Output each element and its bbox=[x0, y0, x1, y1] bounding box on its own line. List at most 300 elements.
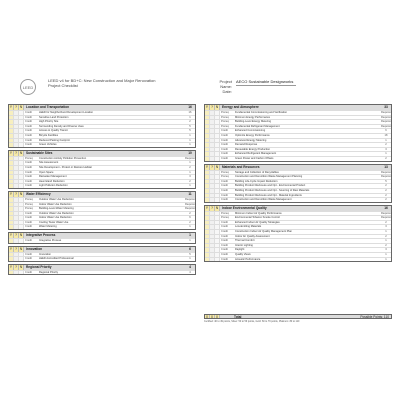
credit-code: Credit bbox=[221, 138, 228, 142]
category-title: Indoor Environmental Quality bbox=[220, 206, 381, 211]
date-label: Date: bbox=[222, 89, 232, 94]
ynq-header bbox=[9, 233, 24, 238]
credit-points: Required bbox=[381, 111, 392, 114]
credit-points: 1 bbox=[189, 184, 191, 188]
credit-code: Credit bbox=[25, 270, 32, 274]
credit-row bbox=[205, 124, 391, 129]
credit-name: Construction and Demolition Waste Management Planning bbox=[235, 175, 303, 179]
ynq-cells[interactable] bbox=[9, 175, 24, 179]
ynq-cells[interactable] bbox=[205, 139, 220, 143]
ynq-cells[interactable] bbox=[9, 116, 24, 120]
category-header bbox=[9, 247, 195, 252]
ynq-label: N bbox=[19, 264, 23, 269]
ynq-cells[interactable] bbox=[205, 171, 220, 175]
credit-name: Building Product Disclosure and Opt - Sourcing of Raw Materials bbox=[235, 188, 310, 192]
credit-name: Indoor Water Use Reduction bbox=[39, 216, 72, 220]
credit-points: 3 bbox=[385, 147, 387, 151]
credit-points: 2 bbox=[189, 165, 191, 169]
category-title: Innovation bbox=[24, 247, 185, 252]
ynq-label: ? bbox=[14, 233, 19, 238]
ynq-label: Y bbox=[9, 246, 13, 251]
ynq-cells[interactable] bbox=[9, 225, 24, 229]
credit-points: 1 bbox=[385, 253, 387, 257]
credit-points: Required bbox=[185, 207, 196, 211]
credit-code: Credit bbox=[25, 133, 32, 137]
credit-name: High Priority Site bbox=[39, 120, 59, 124]
credit-name: Sensitive Land Protection bbox=[39, 115, 69, 119]
ynq-cells[interactable] bbox=[205, 225, 220, 229]
credit-code: Prereq bbox=[25, 197, 33, 201]
credit-code: Credit bbox=[25, 120, 32, 124]
ynq-label: ? bbox=[14, 192, 19, 197]
credit-code: Credit bbox=[25, 143, 32, 147]
ynq-cells[interactable] bbox=[205, 216, 220, 220]
ynq-label: N bbox=[215, 164, 219, 169]
ynq-cells[interactable] bbox=[9, 129, 24, 133]
ynq-header bbox=[9, 247, 24, 252]
credit-code: Credit bbox=[221, 188, 228, 192]
credit-code: Prereq bbox=[25, 156, 33, 160]
credit-row bbox=[205, 215, 391, 220]
credit-name: Innovation bbox=[39, 252, 51, 256]
total-ynq bbox=[205, 315, 220, 318]
category-points: 4 bbox=[185, 265, 195, 270]
ynq-header bbox=[9, 265, 24, 270]
credit-points: Required bbox=[381, 120, 392, 124]
credit-code: Credit bbox=[221, 198, 228, 202]
ynq-cells[interactable] bbox=[9, 134, 24, 138]
ynq-cells[interactable] bbox=[9, 203, 24, 207]
ynq-cells[interactable] bbox=[9, 166, 24, 170]
credit-name: Storage and Collection of Recyclables bbox=[235, 170, 279, 174]
ynq-label: Y bbox=[205, 205, 209, 210]
ynq-cells[interactable] bbox=[9, 216, 24, 220]
credit-name: Cooling Tower Water Use bbox=[39, 220, 69, 224]
credit-points: Required bbox=[381, 170, 392, 174]
total-y: 0 bbox=[205, 315, 210, 318]
credit-row bbox=[205, 211, 391, 216]
credit-row bbox=[205, 188, 391, 193]
category-title: Location and Transportation bbox=[24, 105, 185, 110]
credit-points: 1 bbox=[189, 161, 191, 165]
ynq-cells[interactable] bbox=[205, 194, 220, 198]
credit-points: 5 bbox=[189, 129, 191, 133]
category-panel bbox=[204, 205, 392, 263]
project-name-value: AECO Sustainable Designworks bbox=[236, 79, 294, 84]
ynq-cells[interactable] bbox=[9, 239, 24, 243]
credit-row bbox=[205, 229, 391, 234]
ynq-cells[interactable] bbox=[9, 207, 24, 211]
credit-row bbox=[205, 238, 391, 243]
credit-row bbox=[9, 110, 195, 115]
credit-code: Credit bbox=[221, 152, 228, 156]
credit-points: 1 bbox=[385, 257, 387, 261]
credit-code: Credit bbox=[221, 179, 228, 183]
category-panel bbox=[8, 246, 196, 262]
ynq-cells[interactable] bbox=[205, 116, 220, 120]
credit-row bbox=[9, 115, 195, 120]
ynq-cells[interactable] bbox=[205, 253, 220, 257]
ynq-cells[interactable] bbox=[205, 248, 220, 252]
ynq-label: Y bbox=[205, 105, 209, 109]
category-header bbox=[9, 151, 195, 156]
credit-code: Prereq bbox=[221, 175, 229, 179]
credit-code: Credit bbox=[25, 252, 32, 256]
credit-row bbox=[9, 156, 195, 161]
ynq-cells[interactable] bbox=[205, 125, 220, 129]
credit-name: Construction and Demolition Waste Management bbox=[235, 198, 292, 202]
ynq-cells[interactable] bbox=[9, 271, 24, 275]
credit-points: 6 bbox=[385, 129, 387, 133]
ynq-label: Y bbox=[9, 150, 13, 155]
ynq-label: Y bbox=[9, 191, 13, 196]
credit-code: Credit bbox=[25, 115, 32, 119]
credit-row bbox=[9, 160, 195, 165]
ynq-label: N bbox=[19, 233, 23, 238]
credit-row bbox=[9, 124, 195, 129]
credit-points: 2 bbox=[385, 156, 387, 160]
ynq-label: ? bbox=[14, 105, 19, 110]
credit-name: Surrounding Density and Diverse Uses bbox=[39, 124, 84, 128]
category-header bbox=[9, 265, 195, 270]
credit-code: Credit bbox=[25, 161, 32, 165]
credit-points: 2 bbox=[385, 143, 387, 147]
ynq-label: N bbox=[215, 105, 219, 109]
credit-row bbox=[9, 211, 195, 216]
credit-row bbox=[9, 133, 195, 138]
credit-code: Credit bbox=[25, 216, 32, 220]
credit-points: 2 bbox=[385, 188, 387, 192]
ynq-cells[interactable] bbox=[205, 221, 220, 225]
project-name-underline bbox=[236, 85, 296, 86]
credit-points: 1 bbox=[189, 257, 191, 261]
category-header bbox=[205, 165, 391, 170]
credit-row bbox=[205, 252, 391, 257]
credit-points: 16 bbox=[188, 111, 192, 114]
credit-points: 1 bbox=[189, 115, 191, 119]
ynq-label: ? bbox=[14, 247, 19, 252]
ynq-label: N bbox=[19, 246, 23, 251]
credit-name: LEED Accredited Professional bbox=[39, 257, 74, 261]
ynq-label: Y bbox=[9, 233, 13, 238]
possible-points-value: 110 bbox=[383, 315, 389, 319]
ynq-cells[interactable] bbox=[205, 120, 220, 124]
checklist-title bbox=[48, 78, 156, 88]
ynq-cells[interactable] bbox=[205, 239, 220, 243]
credit-name: Low-Emitting Materials bbox=[235, 225, 262, 229]
credit-row bbox=[9, 165, 195, 170]
credit-points: Required bbox=[381, 115, 392, 119]
credit-code: Credit bbox=[25, 257, 32, 261]
credit-code: Credit bbox=[25, 220, 32, 224]
credit-points: 1 bbox=[385, 152, 387, 156]
ynq-cells[interactable] bbox=[205, 235, 220, 239]
credit-row bbox=[9, 197, 195, 202]
category-panel bbox=[8, 191, 196, 230]
credit-name: Outdoor Water Use Reduction bbox=[39, 197, 74, 201]
credit-points: 1 bbox=[385, 138, 387, 142]
credit-code: Credit bbox=[25, 129, 32, 133]
credit-row bbox=[205, 197, 391, 202]
ynq-header bbox=[205, 105, 220, 110]
ynq-label: N bbox=[19, 150, 23, 155]
ynq-cells[interactable] bbox=[205, 198, 220, 202]
credit-name: Outdoor Water Use Reduction bbox=[39, 211, 74, 215]
ynq-cells[interactable] bbox=[9, 253, 24, 257]
credit-row bbox=[9, 215, 195, 220]
ynq-cells[interactable] bbox=[205, 111, 220, 115]
credit-points: 2 bbox=[385, 234, 387, 238]
total-q: 0 bbox=[210, 315, 215, 318]
credit-points: 1 bbox=[189, 170, 191, 174]
ynq-cells[interactable] bbox=[205, 230, 220, 234]
credit-name: Thermal Comfort bbox=[235, 239, 255, 243]
credit-points: 5 bbox=[189, 124, 191, 128]
credit-points: 4 bbox=[189, 270, 191, 274]
ynq-cells[interactable] bbox=[205, 129, 220, 133]
ynq-cells[interactable] bbox=[205, 244, 220, 248]
credit-row bbox=[205, 133, 391, 138]
credit-name: Acoustic Performance bbox=[235, 257, 261, 261]
credit-row bbox=[205, 224, 391, 229]
ynq-cells[interactable] bbox=[9, 120, 24, 124]
ynq-cells[interactable] bbox=[205, 189, 220, 193]
total-n: 0 bbox=[215, 315, 220, 318]
credit-name: Open Space bbox=[39, 170, 54, 174]
credit-row bbox=[205, 142, 391, 147]
credit-row bbox=[205, 183, 391, 188]
leed-logo: LEED bbox=[20, 79, 36, 95]
credit-row bbox=[9, 224, 195, 229]
category-points: 6 bbox=[185, 247, 195, 252]
ynq-header bbox=[205, 206, 220, 211]
project-name-label: Project Name: bbox=[219, 79, 232, 89]
credit-code: Credit bbox=[25, 184, 32, 188]
credit-name: Interior Lighting bbox=[235, 243, 253, 247]
ynq-cells[interactable] bbox=[205, 184, 220, 188]
credit-name: Environmental Tobacco Smoke Control bbox=[235, 216, 280, 220]
credit-name: Optimize Energy Performance bbox=[235, 133, 270, 137]
ynq-header bbox=[205, 165, 220, 170]
credit-code: Credit bbox=[221, 184, 228, 188]
ynq-label: N bbox=[19, 191, 23, 196]
credit-row bbox=[205, 174, 391, 179]
ynq-cells[interactable] bbox=[9, 143, 24, 147]
credit-points: 2 bbox=[385, 193, 387, 197]
credit-row bbox=[205, 170, 391, 175]
credit-name: Reduced Parking Footprint bbox=[39, 138, 70, 142]
left-column bbox=[8, 104, 196, 277]
credit-row bbox=[205, 257, 391, 262]
credit-name: Bicycle Facilities bbox=[39, 133, 59, 137]
credit-row bbox=[9, 142, 195, 147]
possible-points-label: Possible Points: bbox=[360, 315, 384, 319]
ynq-cells[interactable] bbox=[205, 134, 220, 138]
credit-name: Advanced Energy Metering bbox=[235, 138, 267, 142]
credit-code: Credit bbox=[221, 257, 228, 261]
credit-code: Credit bbox=[25, 111, 32, 114]
credit-code: Credit bbox=[25, 138, 32, 142]
ynq-cells[interactable] bbox=[9, 111, 24, 115]
credit-row bbox=[205, 128, 391, 133]
credit-row bbox=[205, 151, 391, 156]
credit-row bbox=[205, 179, 391, 184]
ynq-cells[interactable] bbox=[205, 180, 220, 184]
credit-name: Fundamental Refrigerant Management bbox=[235, 124, 280, 128]
credit-points: 2 bbox=[385, 220, 387, 224]
credit-name: Indoor Water Use Reduction bbox=[39, 202, 72, 206]
category-points: 1 bbox=[185, 233, 195, 238]
credit-points: 6 bbox=[189, 216, 191, 220]
category-header bbox=[205, 206, 391, 211]
ynq-header bbox=[9, 151, 24, 156]
credit-points: Required bbox=[185, 202, 196, 206]
ynq-cells[interactable] bbox=[9, 125, 24, 129]
title-line-2: Project Checklist bbox=[48, 83, 78, 88]
credit-name: Daylight bbox=[235, 248, 245, 252]
credit-row bbox=[205, 234, 391, 239]
credit-name: Light Pollution Reduction bbox=[39, 184, 68, 188]
credit-code: Credit bbox=[25, 179, 32, 183]
ynq-cells[interactable] bbox=[9, 139, 24, 143]
credit-code: Prereq bbox=[221, 115, 229, 119]
credit-row bbox=[205, 220, 391, 225]
ynq-label: ? bbox=[210, 105, 215, 110]
credit-name: Indoor Air Quality Assessment bbox=[235, 234, 270, 238]
credit-code: Credit bbox=[25, 225, 32, 229]
category-header bbox=[205, 105, 391, 110]
credit-name: Site Development - Protect or Restore Habitat bbox=[39, 165, 92, 169]
category-points: 10 bbox=[185, 151, 195, 156]
credit-code: Credit bbox=[25, 165, 32, 169]
category-header bbox=[9, 192, 195, 197]
credit-points: 1 bbox=[189, 239, 191, 243]
ynq-cells[interactable] bbox=[205, 143, 220, 147]
credit-row bbox=[9, 270, 195, 275]
ynq-cells[interactable] bbox=[9, 198, 24, 202]
category-panel bbox=[8, 264, 196, 276]
credit-points: 2 bbox=[385, 198, 387, 202]
category-points: 13 bbox=[381, 165, 391, 170]
certification-thresholds: Certified: 40 to 49 points, Silver: 50 to 59 points, Gold: 60 to 79 points, Platinum: 80 to 110 bbox=[204, 320, 300, 323]
credit-code: Credit bbox=[25, 175, 32, 179]
total-row bbox=[204, 314, 392, 319]
credit-code: Credit bbox=[221, 129, 228, 133]
ynq-cells[interactable] bbox=[9, 257, 24, 261]
project-labels bbox=[208, 79, 232, 94]
category-points: 16 bbox=[381, 206, 391, 211]
ynq-cells[interactable] bbox=[205, 152, 220, 156]
category-header bbox=[9, 233, 195, 238]
credit-points: 18 bbox=[384, 133, 388, 137]
ynq-cells[interactable] bbox=[9, 212, 24, 216]
ynq-header bbox=[9, 192, 24, 197]
credit-points: 1 bbox=[189, 143, 191, 147]
credit-points: 1 bbox=[189, 138, 191, 142]
credit-row bbox=[205, 110, 391, 115]
checklist-header bbox=[8, 76, 392, 100]
ynq-cells[interactable] bbox=[205, 148, 220, 152]
credit-points: 2 bbox=[189, 211, 191, 215]
credit-row bbox=[9, 220, 195, 225]
ynq-label: Y bbox=[9, 264, 13, 269]
credit-name: Green Vehicles bbox=[39, 143, 57, 147]
category-points: 33 bbox=[381, 105, 391, 110]
ynq-label: ? bbox=[14, 151, 19, 156]
credit-row bbox=[9, 238, 195, 243]
category-points: 16 bbox=[185, 105, 195, 110]
ynq-cells[interactable] bbox=[9, 221, 24, 225]
ynq-cells[interactable] bbox=[9, 180, 24, 184]
credit-code: Prereq bbox=[221, 216, 229, 220]
ynq-cells[interactable] bbox=[9, 184, 24, 188]
category-title: Regional Priority bbox=[24, 265, 185, 270]
credit-row bbox=[9, 128, 195, 133]
category-panel bbox=[8, 150, 196, 189]
credit-code: Credit bbox=[221, 193, 228, 197]
credit-name: Rainwater Management bbox=[39, 175, 67, 179]
credit-row bbox=[205, 147, 391, 152]
credit-points: 5 bbox=[189, 252, 191, 256]
credit-name: Building Product Disclosure and Opt - Material Ingredients bbox=[235, 193, 302, 197]
credit-row bbox=[9, 119, 195, 124]
category-title: Materials and Resources bbox=[220, 165, 381, 170]
category-panel bbox=[204, 104, 392, 162]
credit-code: Prereq bbox=[25, 202, 33, 206]
credit-name: LEED for Neighborhood Development Location bbox=[39, 111, 94, 114]
credit-name: Building Life-Cycle Impact Reduction bbox=[235, 179, 278, 183]
ynq-cells[interactable] bbox=[205, 175, 220, 179]
credit-points: Required bbox=[381, 124, 392, 128]
ynq-cells[interactable] bbox=[205, 212, 220, 216]
credit-name: Heat Island Reduction bbox=[39, 179, 65, 183]
credit-name: Demand Response bbox=[235, 143, 258, 147]
credit-row bbox=[9, 252, 195, 257]
credit-points: Required bbox=[381, 211, 392, 215]
ynq-cells[interactable] bbox=[9, 157, 24, 161]
credit-points: 2 bbox=[189, 179, 191, 183]
credit-points: 3 bbox=[189, 175, 191, 179]
credit-name: Minimum Indoor Air Quality Performance bbox=[235, 211, 282, 215]
ynq-label: N bbox=[215, 205, 219, 210]
credit-name: Construction Indoor Air Quality Management Plan bbox=[235, 230, 292, 234]
credit-points: 1 bbox=[189, 133, 191, 137]
ynq-cells[interactable] bbox=[9, 171, 24, 175]
credit-points: 1 bbox=[189, 225, 191, 229]
credit-row bbox=[205, 247, 391, 252]
credit-points: 2 bbox=[189, 220, 191, 224]
credit-code: Credit bbox=[25, 239, 32, 243]
ynq-cells[interactable] bbox=[9, 161, 24, 165]
title-line-1: LEED v4 for BD+C: New Construction and Major Renovation bbox=[48, 78, 156, 83]
credit-points: 5 bbox=[385, 179, 387, 183]
credit-row bbox=[205, 193, 391, 198]
credit-code: Credit bbox=[221, 239, 228, 243]
ynq-cells[interactable] bbox=[205, 157, 220, 161]
credit-points: 1 bbox=[385, 230, 387, 234]
ynq-label: Y bbox=[205, 164, 209, 169]
credit-row bbox=[9, 206, 195, 211]
right-column bbox=[204, 104, 392, 264]
credit-points: 3 bbox=[385, 225, 387, 229]
credit-row bbox=[9, 170, 195, 175]
credit-row bbox=[205, 156, 391, 161]
category-title: Sustainable Sites bbox=[24, 151, 185, 156]
credit-name: Regional Priority bbox=[39, 270, 59, 274]
credit-code: Credit bbox=[221, 243, 228, 247]
category-panel bbox=[8, 104, 196, 148]
ynq-cells[interactable] bbox=[205, 258, 220, 262]
